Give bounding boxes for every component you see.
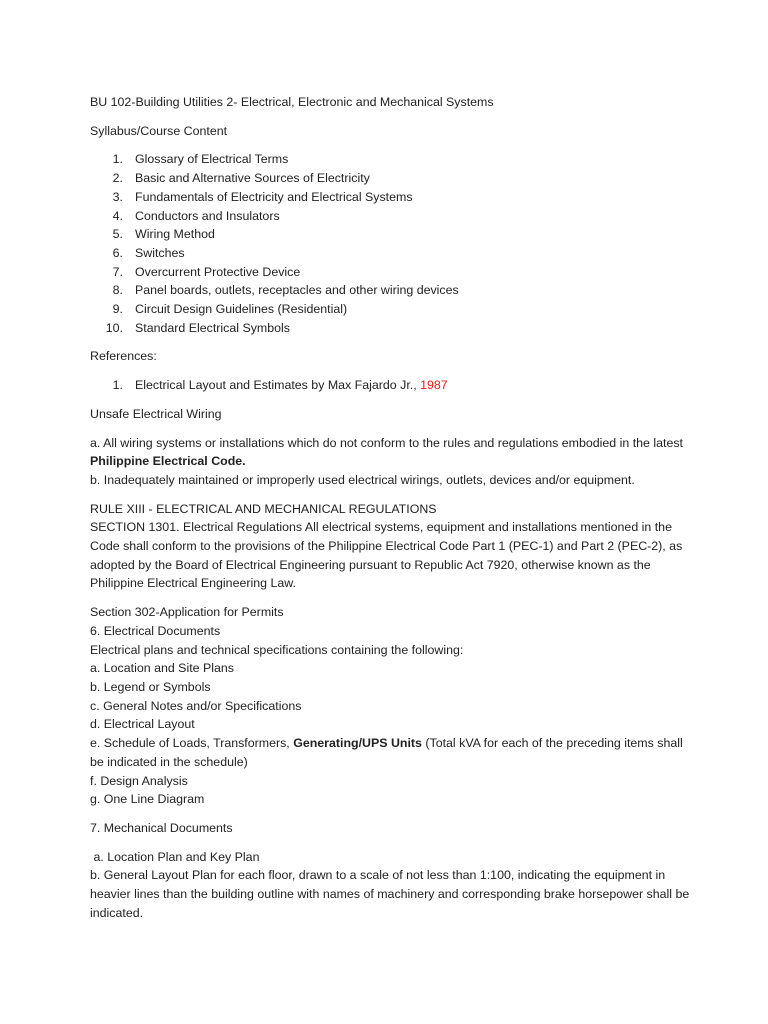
electrical-item-g: g. One Line Diagram: [90, 792, 205, 807]
syllabus-item: [90, 244, 690, 263]
list-number: 10.: [105, 320, 123, 335]
syllabus-item: [90, 300, 690, 319]
list-number: 4.: [112, 208, 123, 223]
syllabus-item: [90, 188, 690, 207]
generating-ups-units: Generating/UPS Units: [293, 736, 422, 751]
syllabus-item: [90, 319, 690, 338]
syllabus-heading: Syllabus/Course Content: [90, 123, 228, 138]
unsafe-item-a-text: a. All wiring systems or installations which do not conform to the rules and regulations embodied in the latest: [90, 435, 683, 450]
electrical-documents-heading: 6. Electrical Documents: [90, 623, 221, 638]
electrical-documents-intro: Electrical plans and technical specifications containing the following:: [90, 642, 464, 657]
list-text: Basic and Alternative Sources of Electricity: [135, 171, 370, 186]
list-text: Switches: [135, 245, 185, 260]
list-text: Glossary of Electrical Terms: [135, 152, 289, 167]
electrical-item-f: f. Design Analysis: [90, 773, 188, 788]
list-number: 1.: [112, 378, 123, 393]
mechanical-item-a: a. Location Plan and Key Plan: [90, 849, 260, 864]
references-heading: References:: [90, 349, 157, 364]
unsafe-item-a: [90, 434, 690, 471]
reference-item: [90, 376, 690, 395]
syllabus-item: [90, 150, 690, 169]
electrical-item-d: d. Electrical Layout: [90, 717, 195, 732]
electrical-item-c: c. General Notes and/or Specifications: [90, 698, 302, 713]
section-302-heading: Section 302-Application for Permits: [90, 605, 284, 620]
syllabus-item: [90, 281, 690, 300]
mechanical-item-b: b. General Layout Plan for each floor, drawn to a scale of not less than 1:100, indicating the equipment in heavier lines than the building outline with names of machinery and corresponding brake horsepower shall be indicated.: [90, 868, 690, 920]
syllabus-item: [90, 225, 690, 244]
references-list: [90, 376, 690, 395]
syllabus-item: [90, 207, 690, 226]
list-text: Overcurrent Protective Device: [135, 264, 301, 279]
unsafe-item-b: b. Inadequately maintained or improperly used electrical wirings, outlets, devices and/or equipment.: [90, 472, 635, 487]
list-text: Standard Electrical Symbols: [135, 320, 290, 335]
syllabus-item: [90, 169, 690, 188]
electrical-item-b: b. Legend or Symbols: [90, 679, 211, 694]
list-number: 1.: [112, 152, 123, 167]
list-text: Conductors and Insulators: [135, 208, 280, 223]
reference-year: 1987: [420, 378, 448, 393]
list-number: 5.: [112, 227, 123, 242]
rule-heading: RULE XIII - ELECTRICAL AND MECHANICAL REGULATIONS: [90, 501, 437, 516]
list-number: 2.: [112, 171, 123, 186]
section-1301-paragraph: SECTION 1301. Electrical Regulations All electrical systems, equipment and installations mentioned in the Code shall conform to the provisions of the Philippine Electrical Code Part 1 (PEC-1) and Part 2 (PEC-2), as adopted by the Board of Electrical Engineering pursuant to Republic Act 7920, otherwise known as the Philippine Electrical Engineering Law.: [90, 520, 683, 591]
mechanical-documents-heading: 7. Mechanical Documents: [90, 820, 233, 835]
list-number: 8.: [112, 283, 123, 298]
list-text: Panel boards, outlets, receptacles and other wiring devices: [135, 283, 459, 298]
philippine-electrical-code: Philippine Electrical Code.: [90, 454, 246, 469]
list-number: 3.: [112, 189, 123, 204]
electrical-item-a: a. Location and Site Plans: [90, 661, 234, 676]
electrical-item-e: [90, 734, 690, 771]
list-number: 7.: [112, 264, 123, 279]
list-text: Wiring Method: [135, 227, 215, 242]
list-text: Electrical Layout and Estimates by Max Fajardo Jr.,: [135, 378, 421, 393]
list-number: 9.: [112, 302, 123, 317]
electrical-item-e-post: (Total kVA for each of the preceding items shall be indicated in the schedule): [90, 736, 683, 769]
list-text: Circuit Design Guidelines (Residential): [135, 302, 348, 317]
electrical-item-e-pre: e. Schedule of Loads, Transformers,: [90, 736, 294, 751]
list-number: 6.: [112, 245, 123, 260]
syllabus-item: [90, 263, 690, 282]
course-title: BU 102-Building Utilities 2- Electrical, Electronic and Mechanical Systems: [90, 95, 494, 109]
unsafe-wiring-heading: Unsafe Electrical Wiring: [90, 406, 222, 421]
list-text: Fundamentals of Electricity and Electrical Systems: [135, 189, 413, 204]
syllabus-list: [90, 150, 690, 337]
document-body: [90, 93, 690, 922]
